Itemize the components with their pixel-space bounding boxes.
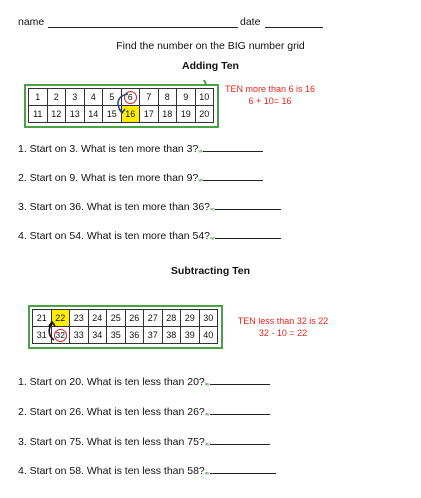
grid-cell: 11: [29, 106, 48, 123]
grid-cell: 19: [177, 106, 196, 123]
spellcheck-squiggle-icon: ᵥᵥᵥ: [204, 380, 209, 387]
answer-field[interactable]: [210, 473, 276, 474]
circled-number: 32: [55, 329, 65, 340]
subtracting-title: Subtracting Ten: [170, 265, 251, 277]
grid-cell: 37: [144, 327, 163, 344]
adding-arrows: [108, 80, 228, 120]
grid-cell: 25: [107, 310, 126, 327]
grid-cell: 35: [107, 327, 126, 344]
instruction-text: Find the number on the BIG number grid: [116, 40, 305, 52]
subtracting-question-2: 2. Start on 26. What is ten less than 26?ᵥᵥᵥ: [18, 406, 270, 418]
answer-field[interactable]: [210, 414, 270, 415]
answer-field[interactable]: [203, 151, 263, 152]
name-label: name: [18, 16, 45, 28]
grid-cell: 30: [199, 310, 218, 327]
answer-field[interactable]: [215, 209, 281, 210]
grid-cell: 33: [70, 327, 89, 344]
grid-cell: 5: [103, 89, 122, 106]
grid-cell: 10: [195, 89, 214, 106]
grid-cell: 14: [84, 106, 103, 123]
grid-cell: 18: [158, 106, 177, 123]
spellcheck-squiggle-icon: ᵥᵥᵥ: [198, 176, 203, 183]
spellcheck-squiggle-icon: ᵥᵥᵥ: [204, 469, 209, 476]
answer-field[interactable]: [215, 238, 281, 239]
grid-cell: 28: [162, 310, 181, 327]
grid-cell: 4: [84, 89, 103, 106]
spellcheck-squiggle-icon: ᵥᵥᵥ: [210, 205, 214, 212]
grid-cell: 20: [195, 106, 214, 123]
grid-cell: 36: [125, 327, 144, 344]
spellcheck-squiggle-icon: ᵥᵥᵥ: [204, 440, 209, 447]
adding-note-line1: TEN more than 6 is 16: [224, 84, 316, 94]
grid-cell: 24: [88, 310, 107, 327]
grid-cell: 17: [140, 106, 159, 123]
grid-cell: 9: [177, 89, 196, 106]
adding-question-2: 2. Start on 9. What is ten more than 9?ᵥᵥᵥ: [18, 172, 263, 184]
adding-title: Adding Ten: [182, 60, 239, 72]
grid-cell: 12: [47, 106, 66, 123]
subtracting-arrows: [40, 318, 70, 348]
grid-cell: 38: [162, 327, 181, 344]
grid-cell: 7: [140, 89, 159, 106]
spellcheck-squiggle-icon: ᵥᵥᵥ: [210, 234, 214, 241]
adding-question-1: 1. Start on 3. What is ten more than 3?ᵥᵥᵥ: [18, 143, 263, 155]
answer-field[interactable]: [203, 180, 263, 181]
grid-cell: 39: [181, 327, 200, 344]
grid-pointer-icon: [203, 80, 206, 84]
grid-cell: 13: [66, 106, 85, 123]
grid-cell: 15: [103, 106, 122, 123]
grid-cell: 3: [66, 89, 85, 106]
subtracting-question-3: 3. Start on 75. What is ten less than 75?ᵥᵥᵥ: [18, 436, 270, 448]
answer-field[interactable]: [210, 384, 270, 385]
adding-question-3: 3. Start on 36. What is ten more than 36?ᵥᵥᵥ: [18, 201, 281, 213]
grid-cell: 2: [47, 89, 66, 106]
spellcheck-squiggle-icon: ᵥᵥᵥ: [204, 410, 209, 417]
spellcheck-squiggle-icon: ᵥᵥᵥ: [198, 147, 203, 154]
subtracting-note: [230, 315, 336, 339]
grid-cell: 34: [88, 327, 107, 344]
adding-note: [222, 83, 318, 107]
date-field[interactable]: [265, 27, 323, 28]
grid-cell: 21: [33, 310, 52, 327]
grid-cell: 1: [29, 89, 48, 106]
grid-cell: 8: [158, 89, 177, 106]
date-label: date: [240, 16, 261, 28]
grid-cell: 29: [181, 310, 200, 327]
answer-field[interactable]: [210, 444, 270, 445]
grid-cell: 23: [70, 310, 89, 327]
grid-cell: 22: [51, 310, 70, 327]
subtracting-note-line1: TEN less than 32 is 22: [237, 316, 329, 326]
circled-number: 6: [124, 91, 137, 104]
grid-cell: 40: [199, 327, 218, 344]
grid-cell: 27: [144, 310, 163, 327]
up-arrow-icon: [49, 324, 54, 340]
grid-cell: 26: [125, 310, 144, 327]
subtracting-question-1: 1. Start on 20. What is ten less than 20?ᵥᵥᵥ: [18, 376, 270, 388]
grid-cell: 16: [121, 106, 140, 123]
adding-question-4: 4. Start on 54. What is ten more than 54?ᵥᵥᵥ: [18, 230, 281, 242]
subtracting-note-line2: 32 - 10 = 22: [258, 328, 308, 338]
name-field[interactable]: [48, 27, 238, 28]
grid-cell: 31: [33, 327, 52, 344]
adding-note-line2: 6 + 10= 16: [248, 96, 292, 106]
subtracting-question-4: 4. Start on 58. What is ten less than 58?ᵥᵥᵥ: [18, 465, 276, 477]
